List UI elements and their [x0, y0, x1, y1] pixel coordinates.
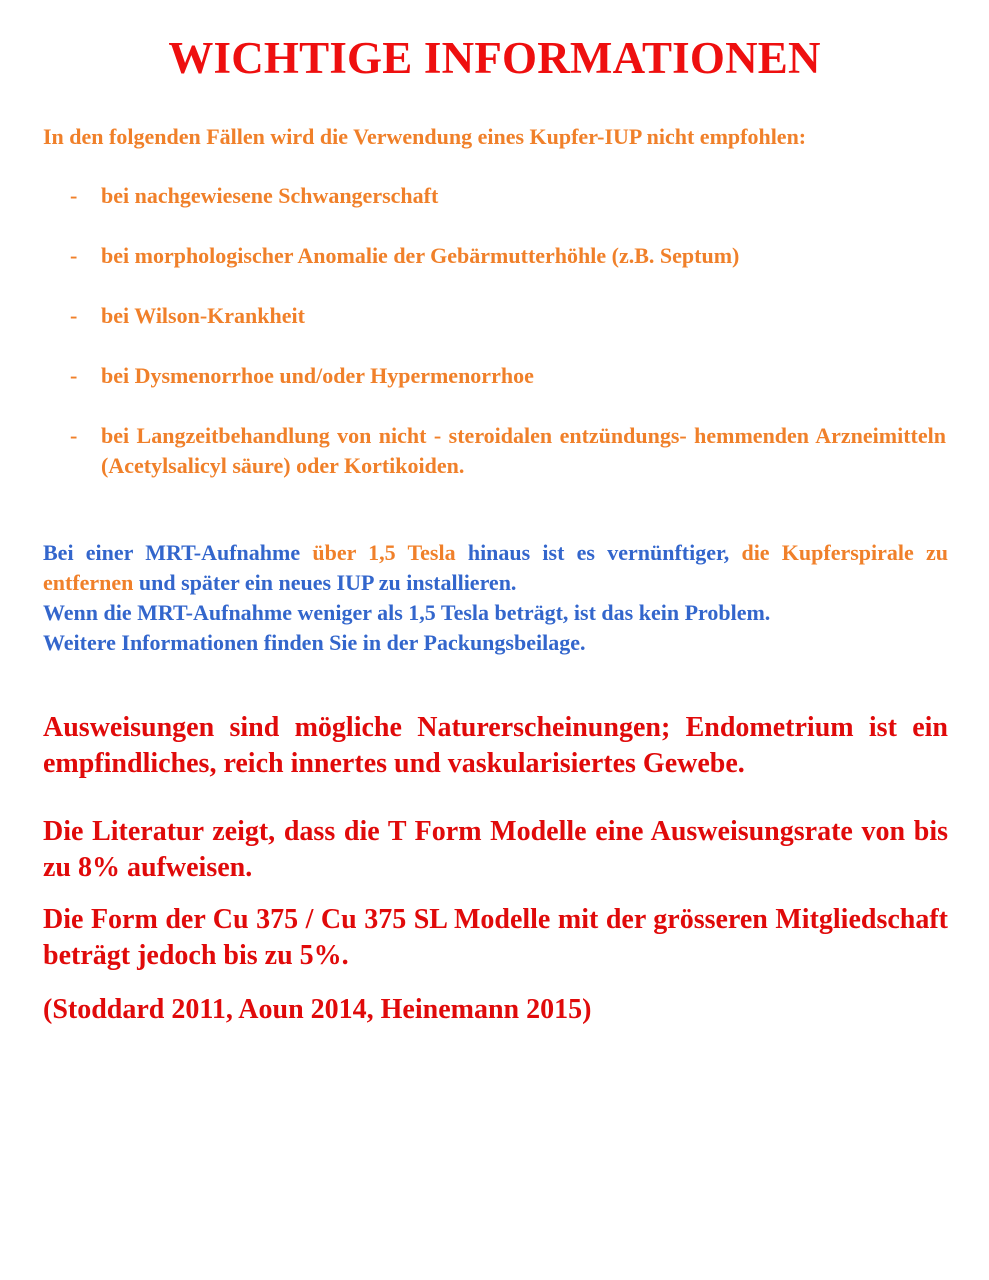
mri-paragraph-3: Weitere Informationen finden Sie in der Packungsbeilage.: [43, 630, 586, 655]
mri-paragraph-2: Wenn die MRT-Aufnahme weniger als 1,5 Tesla beträgt, ist das kein Problem.: [43, 600, 771, 625]
mri-text-blue: und später ein neues IUP zu installieren.: [133, 570, 517, 595]
list-dash: -: [70, 423, 78, 448]
mri-information: [43, 538, 948, 658]
list-item: [70, 181, 946, 211]
list-dash: -: [70, 183, 78, 208]
list-item: [70, 301, 946, 331]
model-form-paragraph: Die Form der Cu 375 / Cu 375 SL Modelle mit der grösseren Mitgliedschaft beträgt jedoch bis zu 5%.: [43, 904, 948, 971]
mri-text-blue: hinaus ist es vernünftiger,: [467, 540, 742, 565]
list-dash: -: [70, 363, 78, 388]
mri-text-orange: die Kupferspirale zu entfernen: [43, 540, 949, 595]
intro-text: In den folgenden Fällen wird die Verwendung eines Kupfer-IUP nicht empfohlen:: [43, 124, 807, 149]
expulsion-paragraph: Ausweisungen sind mögliche Naturerscheinungen; Endometrium ist ein empfindliches, reich innertes und vaskularisiertes Gewebe.: [43, 712, 948, 779]
mri-paragraph-1: [43, 538, 948, 598]
literature-paragraph: Die Literatur zeigt, dass die T Form Modelle eine Ausweisungsrate von bis zu 8% aufweisen.: [43, 816, 948, 883]
list-dash: -: [70, 303, 78, 328]
list-item-text: bei Langzeitbehandlung von nicht - steroidalen entzündungs- hemmenden Arzneimitteln (Acetylsalicyl säure) oder Kortikoiden.: [101, 423, 946, 478]
list-dash: -: [70, 243, 78, 268]
list-item-text: bei Dysmenorrhoe und/oder Hypermenorrhoe: [101, 363, 534, 388]
list-item: [70, 241, 946, 271]
list-item-text: bei Wilson-Krankheit: [101, 303, 305, 328]
page-title: WICHTIGE INFORMATIONEN: [168, 33, 821, 83]
citation-references: (Stoddard 2011, Aoun 2014, Heinemann 2015): [43, 994, 592, 1025]
list-item: [70, 421, 946, 481]
list-item-text: bei nachgewiesene Schwangerschaft: [101, 183, 439, 208]
mri-text-blue: Bei einer MRT-Aufnahme: [43, 540, 313, 565]
list-item: [70, 361, 946, 391]
mri-text-orange: über 1,5 Tesla: [312, 540, 468, 565]
list-item-text: bei morphologischer Anomalie der Gebärmutterhöhle (z.B. Septum): [101, 243, 740, 268]
